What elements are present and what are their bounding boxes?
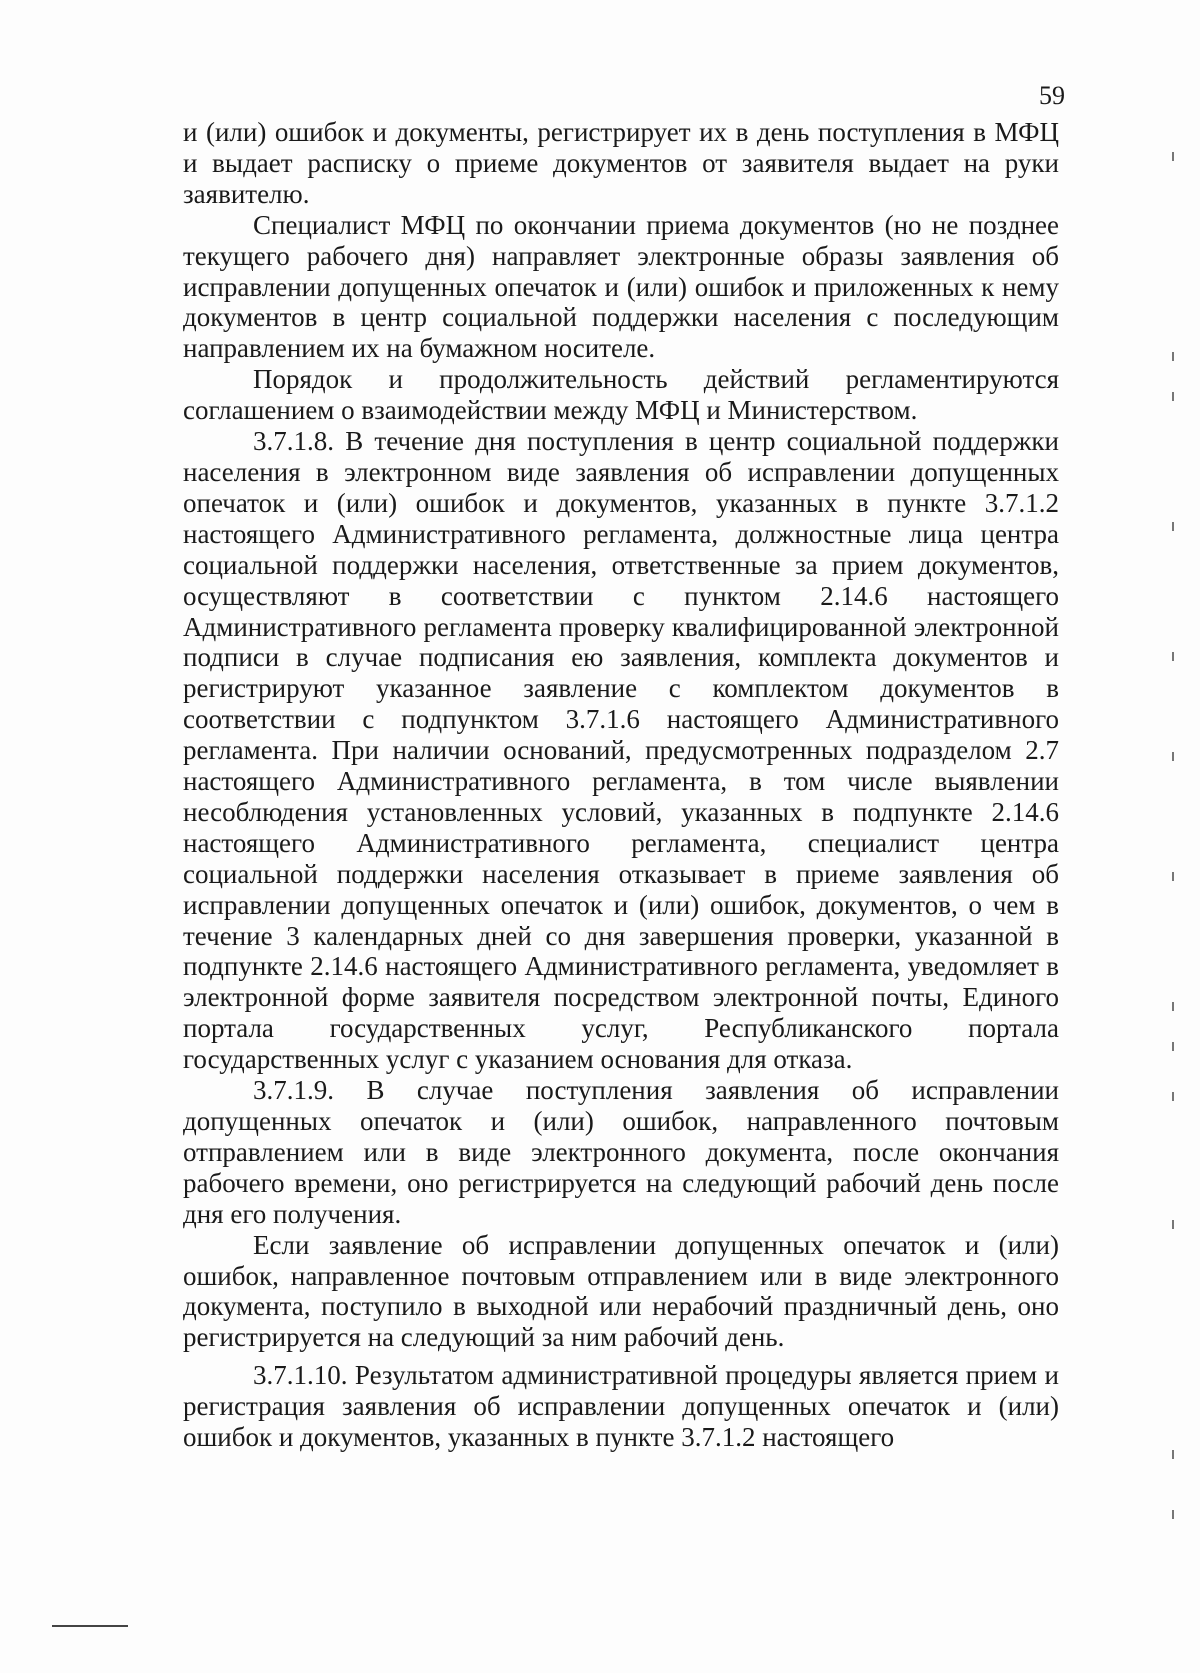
paragraph-3-7-1-8: 3.7.1.8. В течение дня поступления в центр социальной поддержки населения в электронном виде заявления об исправлении допущенных опечаток и (или) ошибок и документов, указанных в пункте 3.7.1.2 настоящего Административного регламента, должностные лица центра социальной поддержки населения, ответственные за прием документов, осуществляют в соответствии с пунктом 2.14.6 настоящего Административного регламента проверку квалифицированной электронной подписи в случае подписания ею заявления, комплекта документов и регистрируют указанное заявление с комплектом документов в соответствии с подпунктом 3.7.1.6 настоящего Административного регламента. При наличии оснований, предусмотренных подразделом 2.7 настоящего Административного регламента, в том числе выявлении несоблюдения установленных условий, указанных в подпункте 2.14.6 настоящего Административного регламента, специалист центра социальной поддержки населения отказывает в приеме заявления об исправлении допущенных опечаток и (или) ошибок, документов, о чем в течение 3 календарных дней со дня завершения проверки, указанной в подпункте 2.14.6 настоящего Административного регламента, уведомляет в электронной форме заявителя посредством электронной почты, Единого портала государственных услуг, Республиканского портала государственных услуг с указанием основания для отказа. [183,426,1059,1075]
paragraph-holiday-registration: Если заявление об исправлении допущенных опечаток и (или) ошибок, направленное почтовым отправлением или в виде электронного документа, поступило в выходной или нерабочий праздничный день, оно регистрируется на следующий за ним рабочий день. [183,1229,1059,1353]
page-number: 59 [1039,81,1065,110]
paragraph-3-7-1-10: 3.7.1.10. Результатом административной процедуры является прием и регистрация заявления об исправлении допущенных опечаток и (или) ошибок и документов, указанных в пункте 3.7.1.2 настоящего [183,1360,1059,1453]
paragraph-procedure-order: Порядок и продолжительность действий регламентируются соглашением о взаимодействии между МФЦ и Министерством. [183,364,1059,426]
document-body [183,117,1059,1453]
footnote-rule [52,1625,128,1627]
paragraph-continuation: и (или) ошибок и документы, регистрирует их в день поступления в МФЦ и выдает расписку о приеме документов от заявителя выдает на руки заявителю. [183,117,1059,209]
scan-margin-marks [1172,0,1176,1673]
paragraph-3-7-1-9: 3.7.1.9. В случае поступления заявления об исправлении допущенных опечаток и (или) ошибок, направленного почтовым отправлением или в виде электронного документа, после окончания рабочего времени, оно регистрируется на следующий рабочий день после дня его получения. [183,1075,1059,1229]
paragraph-mfc-specialist: Специалист МФЦ по окончании приема документов (но не позднее текущего рабочего дня) направляет электронные образы заявления об исправлении допущенных опечаток и (или) ошибок и приложенных к нему документов в центр социальной поддержки населения с последующим направлением их на бумажном носителе. [183,209,1059,364]
